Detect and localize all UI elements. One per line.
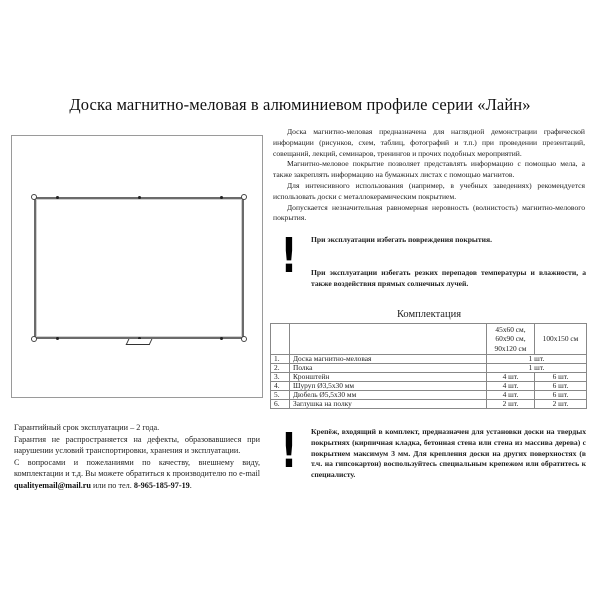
header-cell (290, 324, 487, 355)
kit-table (270, 323, 587, 409)
row-qty: 1 шт. (487, 364, 587, 373)
row-item: Дюбель Ø5,5x30 мм (290, 391, 487, 400)
warning-text: При эксплуатации избегать резких перепадов температуры и влажности, а также воздействия прямых солнечных лучей. (311, 268, 586, 288)
row-qty-large: 6 шт. (535, 382, 587, 391)
row-item: Заглушка на полку (290, 400, 487, 409)
corner-cap-icon (31, 194, 37, 200)
row-number: 2. (271, 364, 290, 373)
corner-cap-icon (241, 336, 247, 342)
row-qty-small: 4 шт. (487, 373, 535, 382)
warranty-info (14, 422, 260, 492)
description-paragraph: Для интенсивного использования (например, в учебных заведениях) рекомендуется использовать доски с металлокерамическим покрытием. (273, 180, 585, 201)
header-cell-small-sizes: 45x60 см, 60x90 см, 90x120 см (487, 324, 535, 355)
row-qty-small: 4 шт. (487, 391, 535, 400)
row-item: Шуруп Ø3,5x30 мм (290, 382, 487, 391)
description-paragraph: Доска магнитно-меловая предназначена для наглядной демонстрации графической информации (рисунков, схем, таблиц, фотографий и т.п.) при проведении презентаций, совещаний, лекций, семинаров, тренингов и прочих подобных мероприятий. (273, 127, 585, 158)
description-paragraph: Допускается незначительная равномерная неровность (волнистость) магнитно-мелового покрытия. (273, 202, 585, 223)
row-qty-small: 4 шт. (487, 382, 535, 391)
contact-email-link[interactable]: qualityemail@mail.ru (14, 480, 91, 490)
product-description (273, 127, 585, 224)
exclamation-icon: ! (280, 423, 298, 479)
board-drawing (34, 197, 244, 339)
corner-cap-icon (31, 336, 37, 342)
bracket-icon (138, 196, 141, 199)
row-item: Полка (290, 364, 487, 373)
warranty-exclusions: Гарантия не распространяется на дефекты, образовавшиеся при нарушении условий транспортировки, хранения и эксплуатации. (14, 434, 260, 456)
warning-text: При эксплуатации избегать повреждения покрытия. (311, 235, 492, 244)
bracket-icon (56, 196, 59, 199)
kit-table-caption: Комплектация (396, 309, 462, 320)
mounting-warning-text: Крепёж, входящий в комплект, предназначен для установки доски на твердых покрытиях (кирпичная кладка, бетонная стена или стена из массива дерева) с покрытием максимум 3 мм. Для крепления доски на других поверхностях (в т.ч. на гипсокартон) воспользуйтесь специальным крепежом или обратитесь к специалисту. (311, 427, 586, 480)
row-qty-small: 2 шт. (487, 400, 535, 409)
row-number: 1. (271, 355, 290, 364)
row-number: 5. (271, 391, 290, 400)
row-qty: 1 шт. (487, 355, 587, 364)
row-qty-large: 6 шт. (535, 391, 587, 400)
contact-phone: 8-965-185-97-19 (133, 480, 190, 490)
table-row (271, 400, 587, 409)
bracket-icon (56, 337, 59, 340)
row-number: 4. (271, 382, 290, 391)
row-number: 6. (271, 400, 290, 409)
bracket-icon (220, 196, 223, 199)
contact-text: . (189, 480, 192, 490)
bracket-icon (220, 337, 223, 340)
row-qty-large: 2 шт. (535, 400, 587, 409)
row-item: Кронштейн (290, 373, 487, 382)
exclamation-icon: ! (280, 228, 298, 284)
warranty-contact (14, 457, 260, 492)
row-item: Доска магнитно-меловая (290, 355, 487, 364)
page-title: Доска магнитно-меловая в алюминиевом профиле серии «Лайн» (69, 95, 531, 114)
row-qty-large: 6 шт. (535, 373, 587, 382)
contact-text: С вопросами и пожеланиями по качеству, внешнему виду, комплектации и т.д. Вы можете обратиться к производителю по e-mail (14, 457, 260, 479)
warranty-term: Гарантийный срок эксплуатации – 2 года. (14, 423, 160, 432)
board-illustration-panel (11, 135, 263, 398)
shelf-tray-icon (126, 339, 153, 345)
table-header-row (271, 324, 587, 355)
contact-text: или по тел. (90, 480, 134, 490)
row-number: 3. (271, 373, 290, 382)
header-cell (271, 324, 290, 355)
description-paragraph: Магнитно-меловое покрытие позволяет представлять информацию с помощью мела, а также закреплять информацию на бумажных листах с помощью магнитов. (273, 159, 585, 180)
header-cell-large-size: 100x150 см (535, 324, 587, 355)
corner-cap-icon (241, 194, 247, 200)
